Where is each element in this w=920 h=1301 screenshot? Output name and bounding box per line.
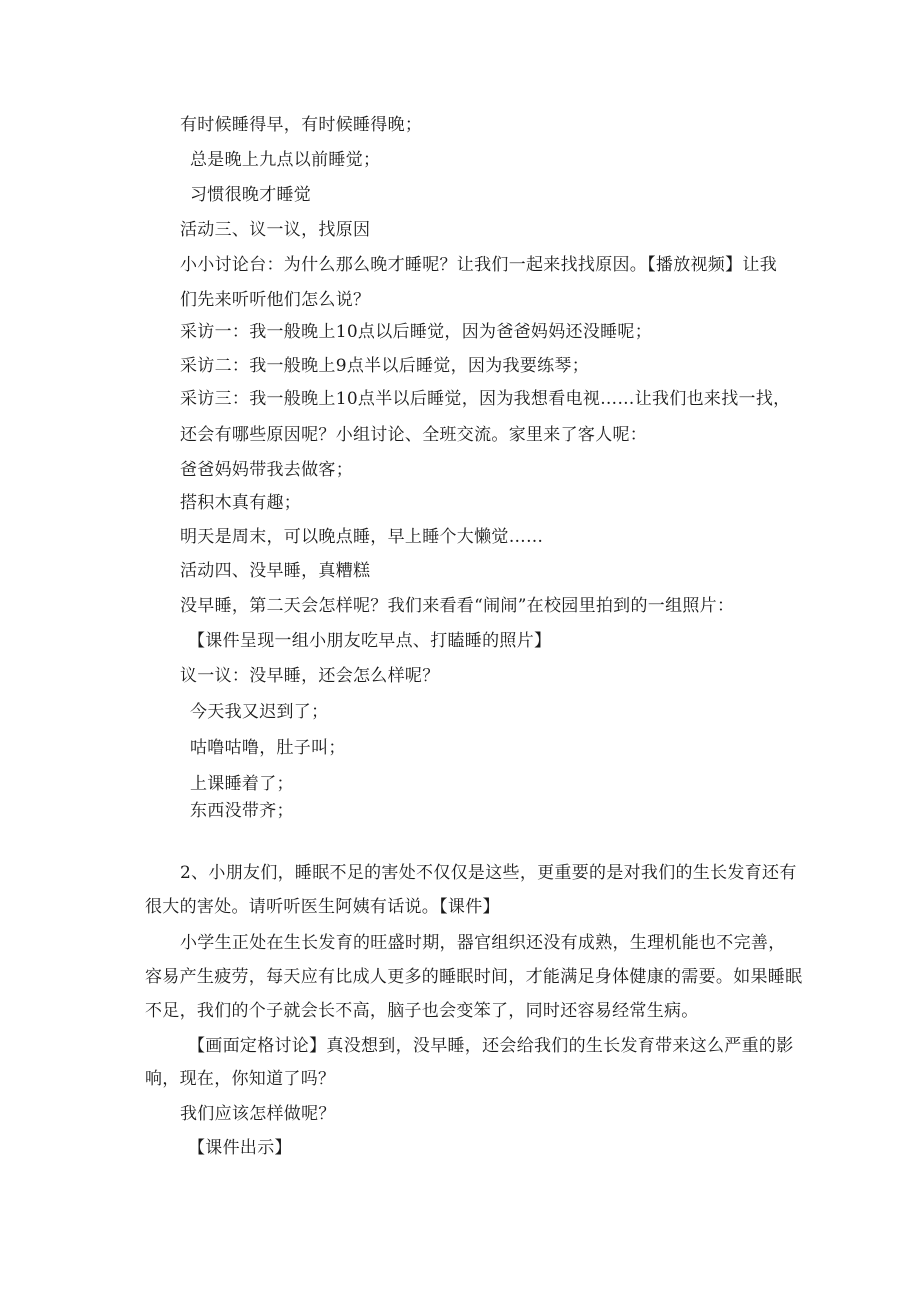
text-line: 明天是周末，可以晚点睡，早上睡个大懒觉…… [180,527,544,547]
text-line: 小小讨论台：为什么那么晚才睡呢？让我们一起来找找原因。【播放视频】让我 [180,255,777,275]
section-heading: 活动三、议一议，找原因 [180,220,371,240]
text-line: 咕噜咕噜，肚子叫； [190,738,346,758]
text-line: 上课睡着了； [190,774,294,794]
text-line: 采访二：我一般晚上9点半以后睡觉，因为我要练琴； [180,356,590,376]
text-line: 还会有哪些原因呢？小组讨论、全班交流。家里来了客人呢： [180,425,648,445]
text-line: 不足，我们的个子就会长不高，脑子也会变笨了，同时还容易经常生病。 [145,1001,699,1021]
text-line: 容易产生疲劳，每天应有比成人更多的睡眠时间，才能满足身体健康的需要。如果睡眠 [145,967,803,987]
text-line: 搭积木真有趣； [180,493,302,513]
text-line: 采访一：我一般晚上10点以后睡觉，因为爸爸妈妈还没睡呢； [180,322,653,342]
section-heading: 活动四、没早睡，真糟糕 [180,561,371,581]
text-line: 响，现在，你知道了吗？ [145,1069,336,1089]
text-line: 们先来听听他们怎么说？ [180,290,371,310]
text-line: 我们应该怎样做呢？ [180,1104,336,1124]
text-line: 没早睡，第二天会怎样呢？我们来看看“闹闹”在校园里拍到的一组照片： [180,596,735,616]
text-line: 东西没带齐； [190,801,294,821]
text-line: 议一议：没早睡，还会怎么样呢？ [180,666,440,686]
text-line: 有时候睡得早，有时候睡得晚； [180,115,423,135]
text-line: 很大的害处。请听听医生阿姨有话说。【课件】 [145,897,500,917]
text-line: 【课件呈现一组小朋友吃早点、打瞌睡的照片】 [188,631,552,651]
text-line: 爸爸妈妈带我去做客； [180,460,353,480]
text-line: 今天我又迟到了； [190,702,329,722]
text-line: 采访三：我一般晚上10点半以后睡觉，因为我想看电视……让我们也来找一找， [180,389,791,409]
text-line: 【课件出示】 [188,1138,292,1158]
text-line: 小学生正处在生长发育的旺盛时期，器官组织还没有成熟，生理机能也不完善， [180,933,786,953]
text-line: 2、小朋友们，睡眠不足的害处不仅仅是这些，更重要的是对我们的生长发育还有 [180,863,797,883]
text-line: 【画面定格讨论】真没想到，没早睡，还会给我们的生长发育带来这么严重的影 [188,1036,794,1056]
text-line: 总是晚上九点以前睡觉； [190,150,381,170]
text-line: 习惯很晚才睡觉 [190,185,312,205]
